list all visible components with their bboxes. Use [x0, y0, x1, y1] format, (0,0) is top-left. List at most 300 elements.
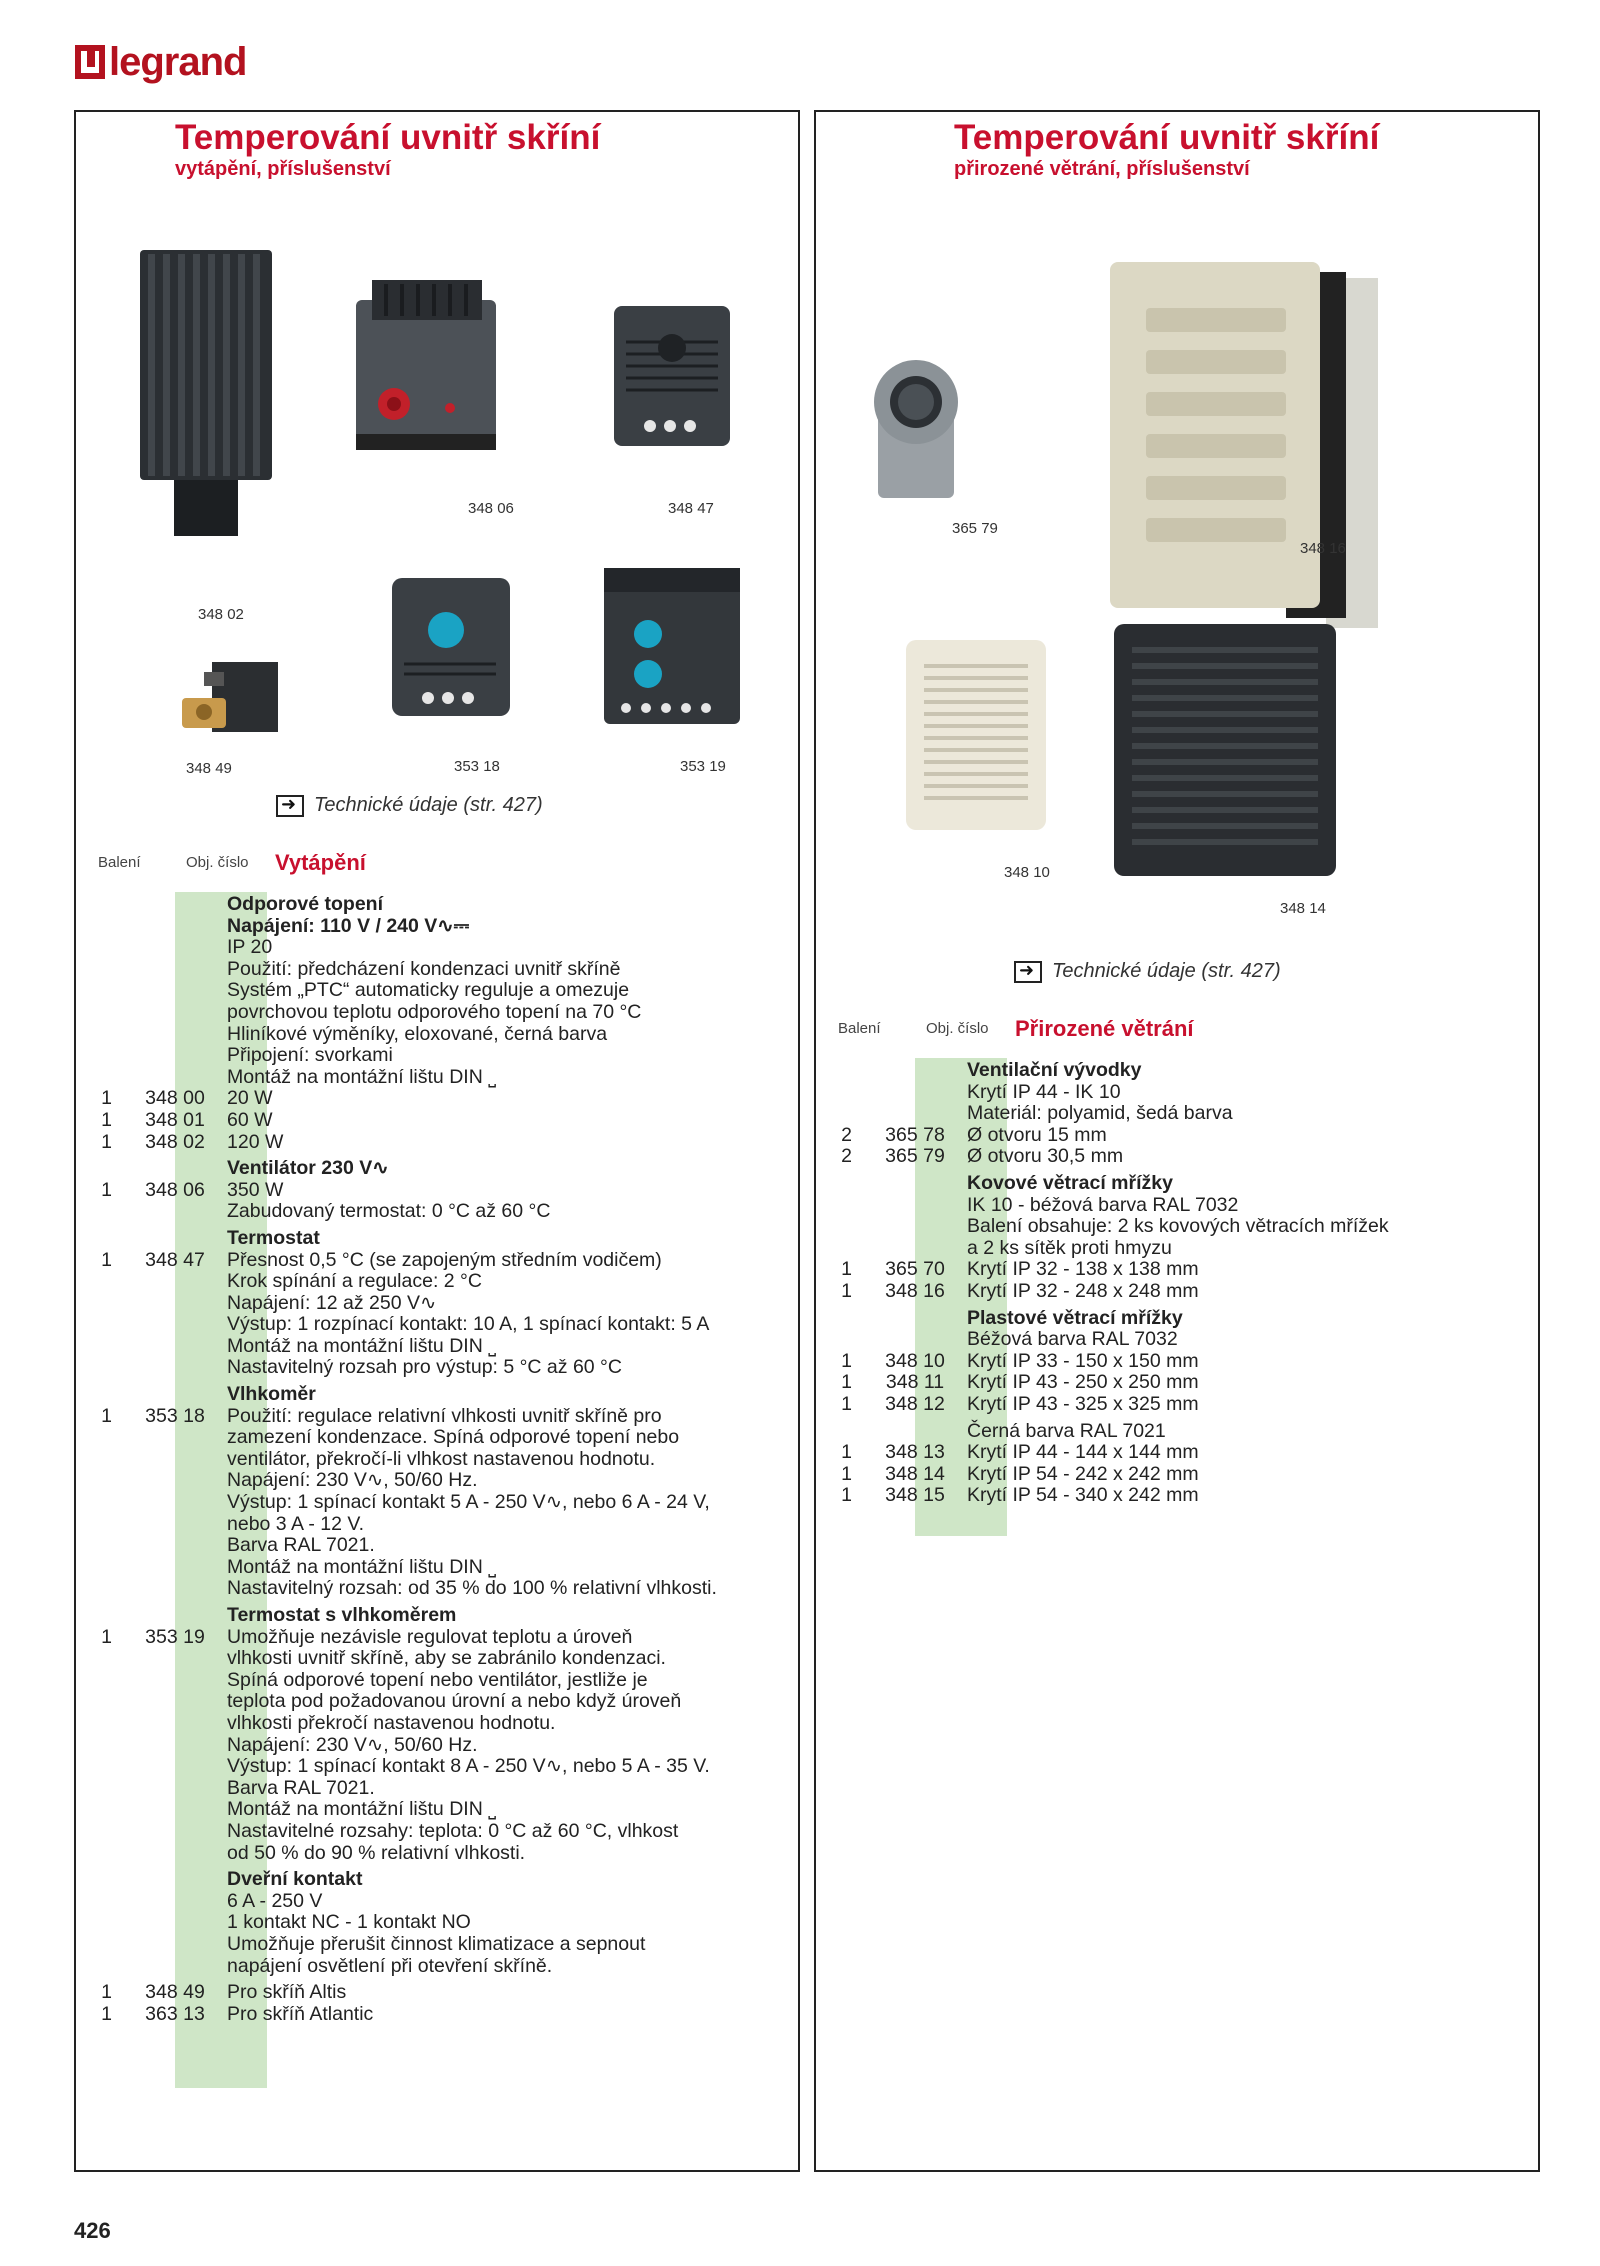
product-heading: Termostat [227, 1226, 320, 1249]
order-number [129, 894, 221, 916]
package-qty [84, 1956, 129, 1978]
order-number: 348 47 [145, 1248, 205, 1271]
order-number: 348 10 [885, 1349, 945, 1372]
table-row [84, 1535, 796, 1557]
package-qty [84, 1670, 129, 1692]
product-description: Pro skříň Altis [227, 1981, 347, 2004]
order-number [129, 1514, 221, 1536]
table-row [824, 1394, 1536, 1416]
order-number [129, 1735, 221, 1757]
package-qty [84, 1691, 129, 1713]
product-heading: Napájení: 110 V / 240 V∿⎓ [227, 914, 470, 937]
table-row [84, 1492, 796, 1514]
package-qty [84, 1492, 129, 1514]
label-353-19: 353 19 [680, 758, 726, 775]
package-qty [84, 1869, 129, 1891]
table-row [84, 1778, 796, 1800]
order-number: 365 78 [885, 1123, 945, 1146]
product-description: 6 A - 250 V [227, 1889, 323, 1912]
left-tech-link[interactable] [276, 794, 543, 817]
product-description: Krok spínání a regulace: 2 °C [227, 1270, 482, 1293]
order-number [129, 1045, 221, 1067]
table-row [84, 1250, 796, 1272]
product-description: Nastavitelný rozsah pro výstup: 5 °C až 60 °C [227, 1356, 622, 1379]
order-number [869, 1082, 961, 1104]
product-description: Černá barva RAL 7021 [967, 1419, 1166, 1442]
package-qty [84, 959, 129, 981]
product-description: Použití: předcházení kondenzaci uvnitř skříně [227, 957, 621, 980]
door-contact-348-49-image [176, 652, 286, 752]
product-description: Barva RAL 7021. [227, 1776, 375, 1799]
table-row [824, 1146, 1536, 1168]
product-description: Umožňuje přerušit činnost klimatizace a sepnout [227, 1932, 646, 1955]
table-row [824, 1281, 1536, 1303]
table-row [84, 1934, 796, 1956]
table-row [84, 1271, 796, 1293]
product-description: Připojení: svorkami [227, 1044, 393, 1067]
package-qty: 1 [101, 1248, 112, 1271]
order-number [129, 1336, 221, 1358]
package-qty [84, 1002, 129, 1024]
package-qty [84, 916, 129, 938]
order-number [129, 1427, 221, 1449]
table-row [84, 1357, 796, 1379]
package-qty: 1 [101, 1178, 112, 1201]
order-number [869, 1308, 961, 1330]
product-description: Krytí IP 33 - 150 x 150 mm [967, 1349, 1199, 1372]
order-number: 348 14 [885, 1462, 945, 1485]
product-description: ventilátor, překročí-li vlhkost nastavenou hodnotu. [227, 1447, 656, 1470]
product-description: IP 20 [227, 936, 273, 959]
package-qty [824, 1082, 869, 1104]
order-number [129, 1067, 221, 1089]
table-row [84, 1002, 796, 1024]
right-product-table [824, 1060, 1536, 1507]
package-qty [84, 1648, 129, 1670]
table-row [84, 916, 796, 938]
left-column [74, 110, 800, 2172]
table-row [824, 1060, 1536, 1082]
table-row [84, 937, 796, 959]
table-row [824, 1351, 1536, 1373]
package-qty: 1 [101, 1404, 112, 1427]
package-qty [84, 1357, 129, 1379]
order-number [869, 1238, 961, 1260]
package-qty [84, 1578, 129, 1600]
label-348-06: 348 06 [468, 500, 514, 517]
package-qty [84, 1756, 129, 1778]
table-row [84, 1132, 796, 1154]
product-description: Ø otvoru 15 mm [967, 1123, 1107, 1146]
table-row [824, 1485, 1536, 1507]
product-description: Zabudovaný termostat: 0 °C až 60 °C [227, 1200, 551, 1223]
order-number [869, 1060, 961, 1082]
heater-348-02-image [136, 244, 276, 544]
label-348-16: 348 16 [1300, 540, 1346, 557]
table-row [84, 1514, 796, 1536]
right-tech-text: Technické údaje (str. 427) [1052, 960, 1281, 982]
product-heading: Odporové topení [227, 893, 383, 915]
package-qty: 1 [101, 1625, 112, 1648]
package-qty [84, 1535, 129, 1557]
product-description: 60 W [227, 1108, 273, 1131]
product-heading: Ventilátor 230 V∿ [227, 1157, 389, 1180]
product-heading: Dveřní kontakt [227, 1868, 363, 1891]
product-description: zamezení kondenzace. Spíná odporové topení nebo [227, 1426, 680, 1449]
label-348-49: 348 49 [186, 760, 232, 777]
product-description: Krytí IP 32 - 138 x 138 mm [967, 1258, 1199, 1281]
order-number [129, 1201, 221, 1223]
package-qty [84, 1799, 129, 1821]
order-number [129, 1271, 221, 1293]
table-row [824, 1103, 1536, 1125]
product-description: IK 10 - béžová barva RAL 7032 [967, 1193, 1239, 1216]
table-row [84, 894, 796, 916]
package-qty: 1 [101, 2002, 112, 2025]
order-number: 348 15 [885, 1484, 945, 1507]
product-description: 20 W [227, 1087, 273, 1110]
table-row [824, 1421, 1536, 1443]
product-description: Výstup: 1 rozpínací kontakt: 10 A, 1 spínací kontakt: 5 A [227, 1313, 710, 1336]
table-row [84, 1228, 796, 1250]
package-qty [824, 1195, 869, 1217]
table-row [824, 1259, 1536, 1281]
table-row [84, 1158, 796, 1180]
right-tech-link[interactable] [1014, 960, 1281, 983]
table-row [84, 1756, 796, 1778]
table-row [84, 980, 796, 1002]
order-number [869, 1173, 961, 1195]
package-qty [84, 1336, 129, 1358]
product-description: Montáž na montážní lištu DIN ⎵ [227, 1798, 496, 1821]
package-qty [824, 1173, 869, 1195]
table-row [84, 959, 796, 981]
table-row [84, 1578, 796, 1600]
order-number [869, 1421, 961, 1443]
product-description: Krytí IP 32 - 248 x 248 mm [967, 1279, 1199, 1302]
product-description: vlhkosti překročí nastavenou hodnotu. [227, 1711, 556, 1734]
package-qty: 1 [841, 1462, 852, 1485]
package-qty [84, 1449, 129, 1471]
product-heading: Kovové větrací mřížky [967, 1171, 1173, 1194]
product-description: a 2 ks sítěk proti hmyzu [967, 1236, 1172, 1259]
right-section-title: Přirozené větrání [1015, 1016, 1194, 1041]
label-353-18: 353 18 [454, 758, 500, 775]
arrow-right-icon [1014, 961, 1042, 983]
table-row [824, 1308, 1536, 1330]
package-qty [84, 1314, 129, 1336]
package-qty [84, 1427, 129, 1449]
order-number [129, 1869, 221, 1891]
order-number [129, 1158, 221, 1180]
product-description: Systém „PTC“ automaticky reguluje a omezuje [227, 979, 630, 1002]
product-description: Krytí IP 44 - 144 x 144 mm [967, 1441, 1199, 1464]
order-number: 353 19 [145, 1625, 205, 1648]
package-qty [84, 1514, 129, 1536]
table-row [84, 1843, 796, 1865]
product-description: Použití: regulace relativní vlhkosti uvnitř skříně pro [227, 1404, 662, 1427]
package-qty [84, 1201, 129, 1223]
table-row [824, 1329, 1536, 1351]
table-row [84, 1024, 796, 1046]
product-description: nebo 3 A - 12 V. [227, 1512, 364, 1535]
left-section-title: Vytápění [275, 850, 366, 875]
arrow-right-icon [276, 795, 304, 817]
order-number: 348 49 [145, 1981, 205, 2004]
label-365-79: 365 79 [952, 520, 998, 537]
product-description: Napájení: 12 až 250 V∿ [227, 1291, 437, 1314]
product-description: 350 W [227, 1178, 284, 1201]
table-row [84, 1912, 796, 1934]
table-row [84, 1180, 796, 1202]
order-number: 363 13 [145, 2002, 205, 2025]
order-number [129, 1293, 221, 1315]
order-number [869, 1329, 961, 1351]
table-row [84, 1605, 796, 1627]
right-column [814, 110, 1540, 2172]
package-qty [84, 1735, 129, 1757]
order-number: 365 79 [885, 1145, 945, 1168]
table-row [824, 1372, 1536, 1394]
legrand-logo [75, 38, 246, 86]
order-number [869, 1103, 961, 1125]
order-number [129, 980, 221, 1002]
order-number: 365 70 [885, 1258, 945, 1281]
order-number [129, 1449, 221, 1471]
package-qty: 1 [841, 1279, 852, 1302]
order-number: 348 11 [885, 1371, 945, 1394]
right-title: Temperování uvnitř skříní [954, 118, 1380, 157]
table-row [84, 1869, 796, 1891]
label-348-14: 348 14 [1280, 900, 1326, 917]
product-description: Béžová barva RAL 7032 [967, 1328, 1178, 1351]
order-number [129, 1670, 221, 1692]
table-row [84, 1821, 796, 1843]
order-number [129, 1605, 221, 1627]
order-number [129, 959, 221, 981]
package-qty: 2 [841, 1123, 852, 1146]
product-description: Umožňuje nezávisle regulovat teplotu a úroveň [227, 1625, 633, 1648]
order-number [129, 1228, 221, 1250]
order-number [129, 1357, 221, 1379]
product-description: 120 W [227, 1130, 284, 1153]
order-number [129, 1934, 221, 1956]
package-qty [84, 1843, 129, 1865]
package-qty [84, 1605, 129, 1627]
table-row [84, 1427, 796, 1449]
order-number: 348 16 [885, 1279, 945, 1302]
order-number [129, 1557, 221, 1579]
package-qty: 1 [841, 1441, 852, 1464]
product-description: Krytí IP 44 - IK 10 [967, 1080, 1121, 1103]
order-number [129, 1578, 221, 1600]
order-number [129, 1756, 221, 1778]
package-qty: 1 [101, 1130, 112, 1153]
order-number: 353 18 [145, 1404, 205, 1427]
product-description: Krytí IP 54 - 242 x 242 mm [967, 1462, 1199, 1485]
order-number [129, 937, 221, 959]
package-qty [84, 1228, 129, 1250]
product-description: Balení obsahuje: 2 ks kovových větracích mřížek [967, 1215, 1389, 1238]
package-qty [824, 1060, 869, 1082]
order-number [129, 1912, 221, 1934]
package-qty [84, 1891, 129, 1913]
right-head-baleni: Balení [838, 1020, 881, 1037]
left-head-baleni: Balení [98, 854, 141, 871]
table-row [824, 1195, 1536, 1217]
table-row [84, 1799, 796, 1821]
product-description: Hliníkové výměníky, eloxované, černá barva [227, 1022, 608, 1045]
product-description: Pro skříň Atlantic [227, 2002, 374, 2025]
order-number [129, 1535, 221, 1557]
package-qty [84, 894, 129, 916]
order-number: 348 02 [145, 1130, 205, 1153]
package-qty [824, 1238, 869, 1260]
package-qty [84, 1778, 129, 1800]
product-description: Krytí IP 54 - 340 x 242 mm [967, 1484, 1199, 1507]
right-head-obj: Obj. číslo [926, 1020, 989, 1037]
table-row [84, 1557, 796, 1579]
table-row [84, 1088, 796, 1110]
table-row [84, 1449, 796, 1471]
cable-gland-365-79-image [856, 346, 976, 506]
order-number [129, 1384, 221, 1406]
label-348-10: 348 10 [1004, 864, 1050, 881]
hygrostat-353-18-image [386, 572, 516, 722]
package-qty [824, 1216, 869, 1238]
package-qty [84, 1384, 129, 1406]
table-row [84, 1201, 796, 1223]
left-product-table [84, 894, 796, 2025]
package-qty: 1 [101, 1087, 112, 1110]
package-qty [84, 980, 129, 1002]
product-description: Montáž na montážní lištu DIN ⎵ [227, 1334, 496, 1357]
table-row [84, 1713, 796, 1735]
order-number [129, 1956, 221, 1978]
product-description: napájení osvětlení při otevření skříně. [227, 1954, 553, 1977]
product-description: Montáž na montážní lištu DIN ⎵ [227, 1065, 496, 1088]
table-row [824, 1173, 1536, 1195]
table-row [84, 1627, 796, 1649]
product-description: Napájení: 230 V∿, 50/60 Hz. [227, 1733, 478, 1756]
package-qty [84, 1912, 129, 1934]
order-number [129, 1648, 221, 1670]
product-description: 1 kontakt NC - 1 kontakt NO [227, 1911, 471, 1934]
package-qty: 1 [841, 1484, 852, 1507]
package-qty [84, 1271, 129, 1293]
order-number [129, 1843, 221, 1865]
table-row [84, 1670, 796, 1692]
package-qty: 1 [841, 1392, 852, 1415]
package-qty: 1 [101, 1981, 112, 2004]
right-subtitle: přirozené větrání, příslušenství [954, 158, 1250, 180]
order-number: 348 13 [885, 1441, 945, 1464]
package-qty [84, 1470, 129, 1492]
order-number [129, 1470, 221, 1492]
package-qty: 1 [101, 1108, 112, 1131]
order-number: 348 06 [145, 1178, 205, 1201]
table-row [824, 1238, 1536, 1260]
table-row [84, 1314, 796, 1336]
product-heading: Termostat s vlhkoměrem [227, 1604, 457, 1626]
table-row [84, 1045, 796, 1067]
product-description: Krytí IP 43 - 250 x 250 mm [967, 1371, 1199, 1394]
table-row [84, 1336, 796, 1358]
left-tech-text: Technické údaje (str. 427) [314, 794, 543, 816]
order-number [869, 1216, 961, 1238]
legrand-logo-mark [75, 45, 105, 79]
left-head-obj: Obj. číslo [186, 854, 249, 871]
package-qty [84, 1821, 129, 1843]
table-row [824, 1442, 1536, 1464]
product-description: Výstup: 1 spínací kontakt 8 A - 250 V∿, nebo 5 A - 35 V. [227, 1755, 710, 1778]
table-row [824, 1082, 1536, 1104]
product-description: Spíná odporové topení nebo ventilátor, jestliže je [227, 1668, 648, 1691]
product-description: Přesnost 0,5 °C (se zapojeným středním vodičem) [227, 1248, 662, 1271]
plastic-grille-348-14-image [1110, 620, 1340, 880]
table-row [84, 1470, 796, 1492]
table-row [824, 1125, 1536, 1147]
table-row [824, 1216, 1536, 1238]
package-qty [84, 1713, 129, 1735]
product-heading: Plastové větrací mřížky [967, 1306, 1183, 1329]
order-number: 348 01 [145, 1108, 205, 1131]
package-qty [84, 1158, 129, 1180]
product-heading: Ventilační vývodky [967, 1059, 1142, 1081]
order-number [129, 1778, 221, 1800]
thermo-hygrostat-353-19-image [596, 562, 746, 732]
order-number [129, 1821, 221, 1843]
product-description: vlhkosti uvnitř skříně, aby se zabránilo kondenzaci. [227, 1647, 666, 1670]
plastic-grille-348-10-image [902, 636, 1052, 836]
brand-name: legrand [109, 39, 247, 84]
order-number [129, 1492, 221, 1514]
product-description: Nastavitelné rozsahy: teplota: 0 °C až 60 °C, vlhkost [227, 1819, 679, 1842]
table-row [84, 1293, 796, 1315]
table-row [84, 1982, 796, 2004]
package-qty [84, 1067, 129, 1089]
order-number [129, 1799, 221, 1821]
left-title: Temperování uvnitř skříní [175, 118, 601, 157]
table-row [84, 1406, 796, 1428]
package-qty [824, 1103, 869, 1125]
table-row [84, 1384, 796, 1406]
product-description: Napájení: 230 V∿, 50/60 Hz. [227, 1469, 478, 1492]
product-description: od 50 % do 90 % relativní vlhkosti. [227, 1841, 526, 1864]
page-number: 426 [74, 2218, 111, 2243]
order-number: 348 00 [145, 1087, 205, 1110]
table-row [84, 1735, 796, 1757]
package-qty [84, 1024, 129, 1046]
label-348-47: 348 47 [668, 500, 714, 517]
package-qty [824, 1308, 869, 1330]
package-qty [84, 937, 129, 959]
package-qty: 1 [841, 1371, 852, 1394]
order-number [129, 1891, 221, 1913]
product-description: Výstup: 1 spínací kontakt 5 A - 250 V∿, nebo 6 A - 24 V, [227, 1491, 710, 1514]
table-row [84, 1110, 796, 1132]
product-heading: Vlhkoměr [227, 1383, 316, 1406]
package-qty: 2 [841, 1145, 852, 1168]
package-qty [84, 1557, 129, 1579]
product-description: Materiál: polyamid, šedá barva [967, 1102, 1233, 1125]
table-row [84, 1891, 796, 1913]
order-number [129, 1024, 221, 1046]
fan-heater-348-06-image [346, 274, 506, 454]
left-subtitle: vytápění, příslušenství [175, 158, 391, 180]
product-description: teplota pod požadovanou úrovní a nebo když úroveň [227, 1690, 682, 1713]
table-row [84, 1648, 796, 1670]
